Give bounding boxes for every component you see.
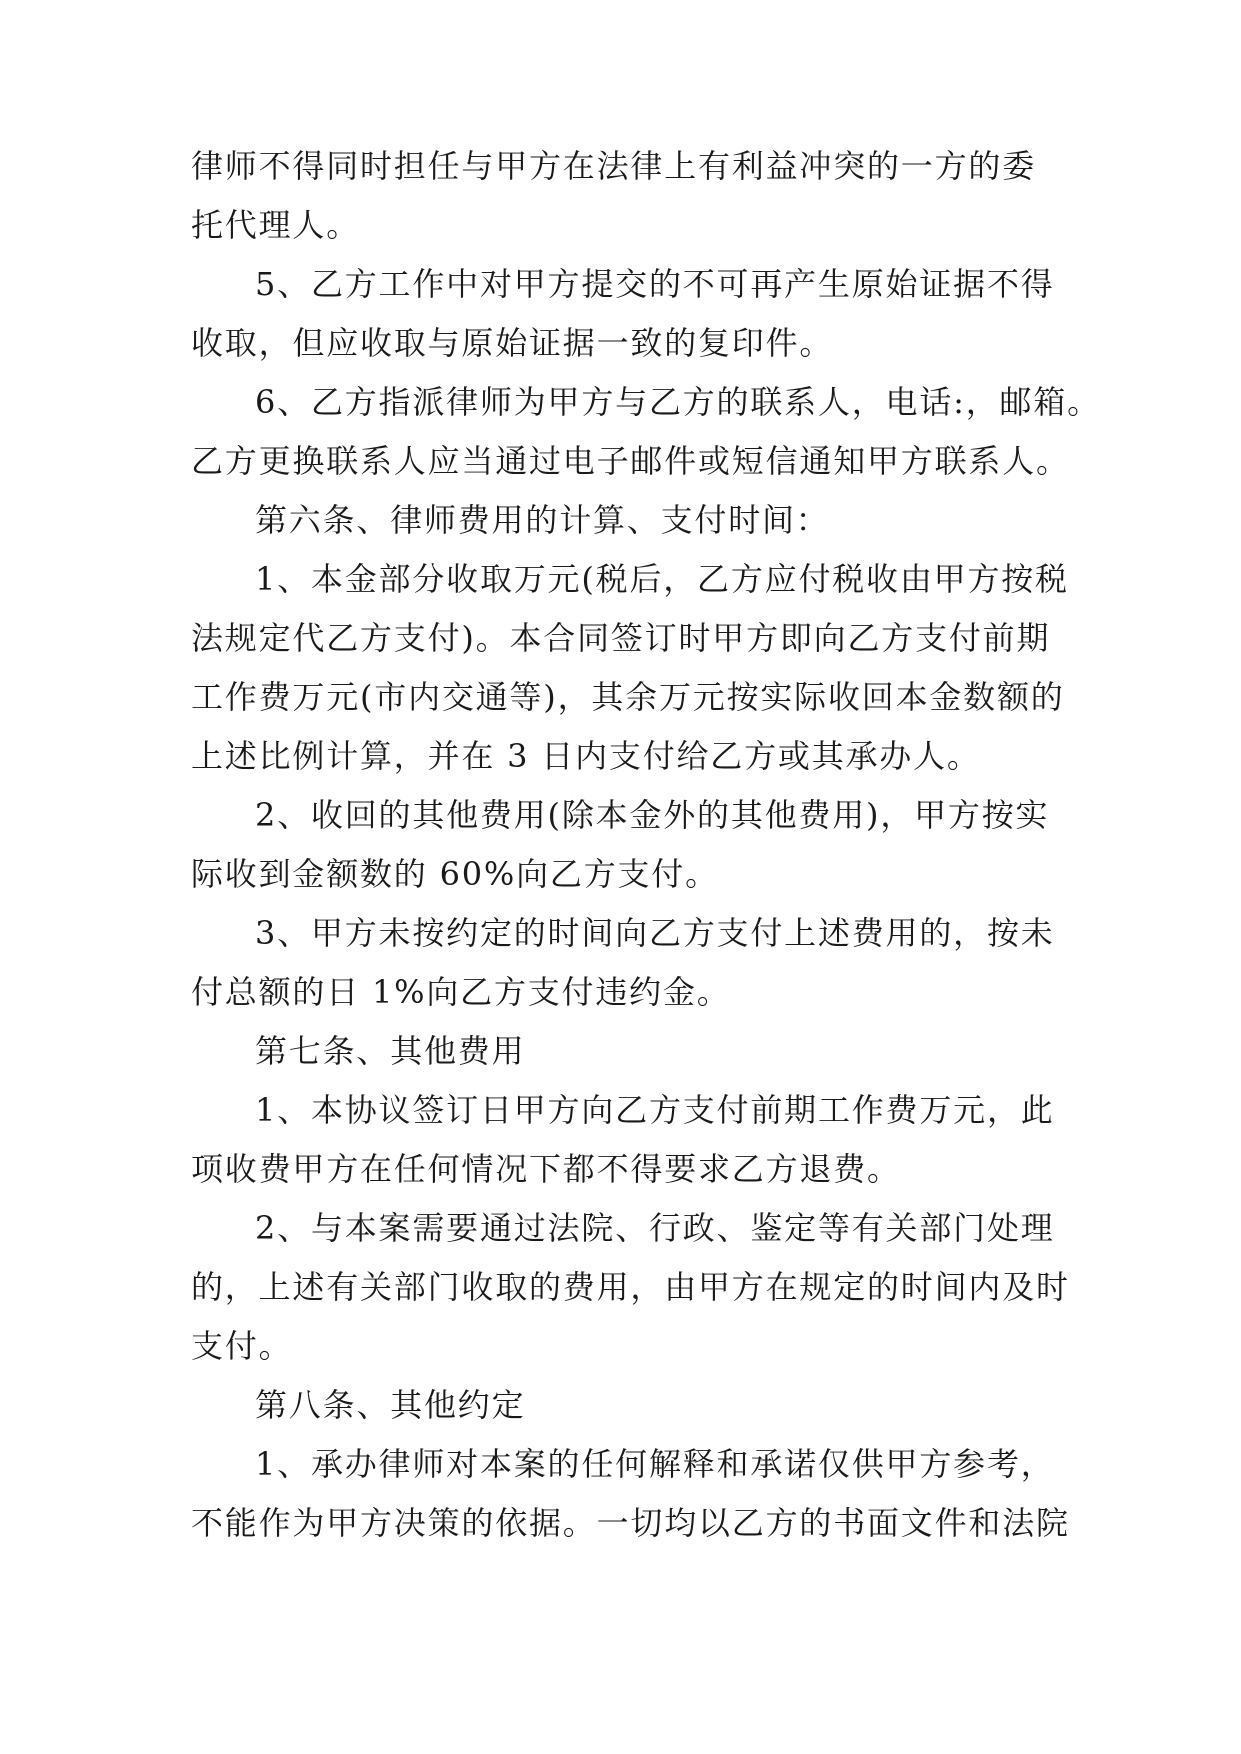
text-line-21: 支付。 xyxy=(191,1327,293,1365)
text-line-9: 法规定代乙方支付)。本合同签订时甲方即向乙方支付前期 xyxy=(191,619,1051,657)
text-line-20: 的，上述有关部门收取的费用，由甲方在规定的时间内及时 xyxy=(191,1268,1070,1306)
text-line-10: 工作费万元(市内交通等)，其余万元按实际收回本金数额的 xyxy=(191,678,1065,716)
text-line-11: 上述比例计算，并在 3 日内支付给乙方或其承办人。 xyxy=(191,737,981,775)
text-line-1: 律师不得同时担任与甲方在法律上有利益冲突的一方的委 xyxy=(191,147,1037,185)
section-heading-7: 第七条、其他费用 xyxy=(255,1032,526,1070)
text-line-2: 托代理人。 xyxy=(191,206,361,244)
text-line-3: 5、乙方工作中对甲方提交的不可再产生原始证据不得 xyxy=(255,265,1055,303)
text-line-12: 2、收回的其他费用(除本金外的其他费用)，甲方按实 xyxy=(255,796,1050,834)
text-line-23: 1、承办律师对本案的任何解释和承诺仅供甲方参考， xyxy=(255,1445,1055,1483)
section-heading-8: 第八条、其他约定 xyxy=(255,1386,526,1424)
text-line-19: 2、与本案需要通过法院、行政、鉴定等有关部门处理 xyxy=(255,1209,1055,1247)
text-line-4: 收取，但应收取与原始证据一致的复印件。 xyxy=(191,324,834,362)
text-line-13: 际收到金额数的 60%向乙方支付。 xyxy=(191,855,719,893)
text-line-17: 1、本协议签订日甲方向乙方支付前期工作费万元，此 xyxy=(255,1091,1055,1129)
text-line-24: 不能作为甲方决策的依据。一切均以乙方的书面文件和法院 xyxy=(191,1504,1070,1542)
section-heading-6: 第六条、律师费用的计算、支付时间： xyxy=(255,501,830,539)
text-line-8: 1、本金部分收取万元(税后，乙方应付税收由甲方按税 xyxy=(255,560,1069,598)
text-line-15: 付总额的日 1%向乙方支付违约金。 xyxy=(191,973,731,1011)
text-line-6: 乙方更换联系人应当通过电子邮件或短信通知甲方联系人。 xyxy=(191,442,1070,480)
text-line-5: 6、乙方指派律师为甲方与乙方的联系人，电话:，邮箱。 xyxy=(255,383,1101,421)
text-line-18: 项收费甲方在任何情况下都不得要求乙方退费。 xyxy=(191,1150,901,1188)
text-line-14: 3、甲方未按约定的时间向乙方支付上述费用的，按未 xyxy=(255,914,1055,952)
